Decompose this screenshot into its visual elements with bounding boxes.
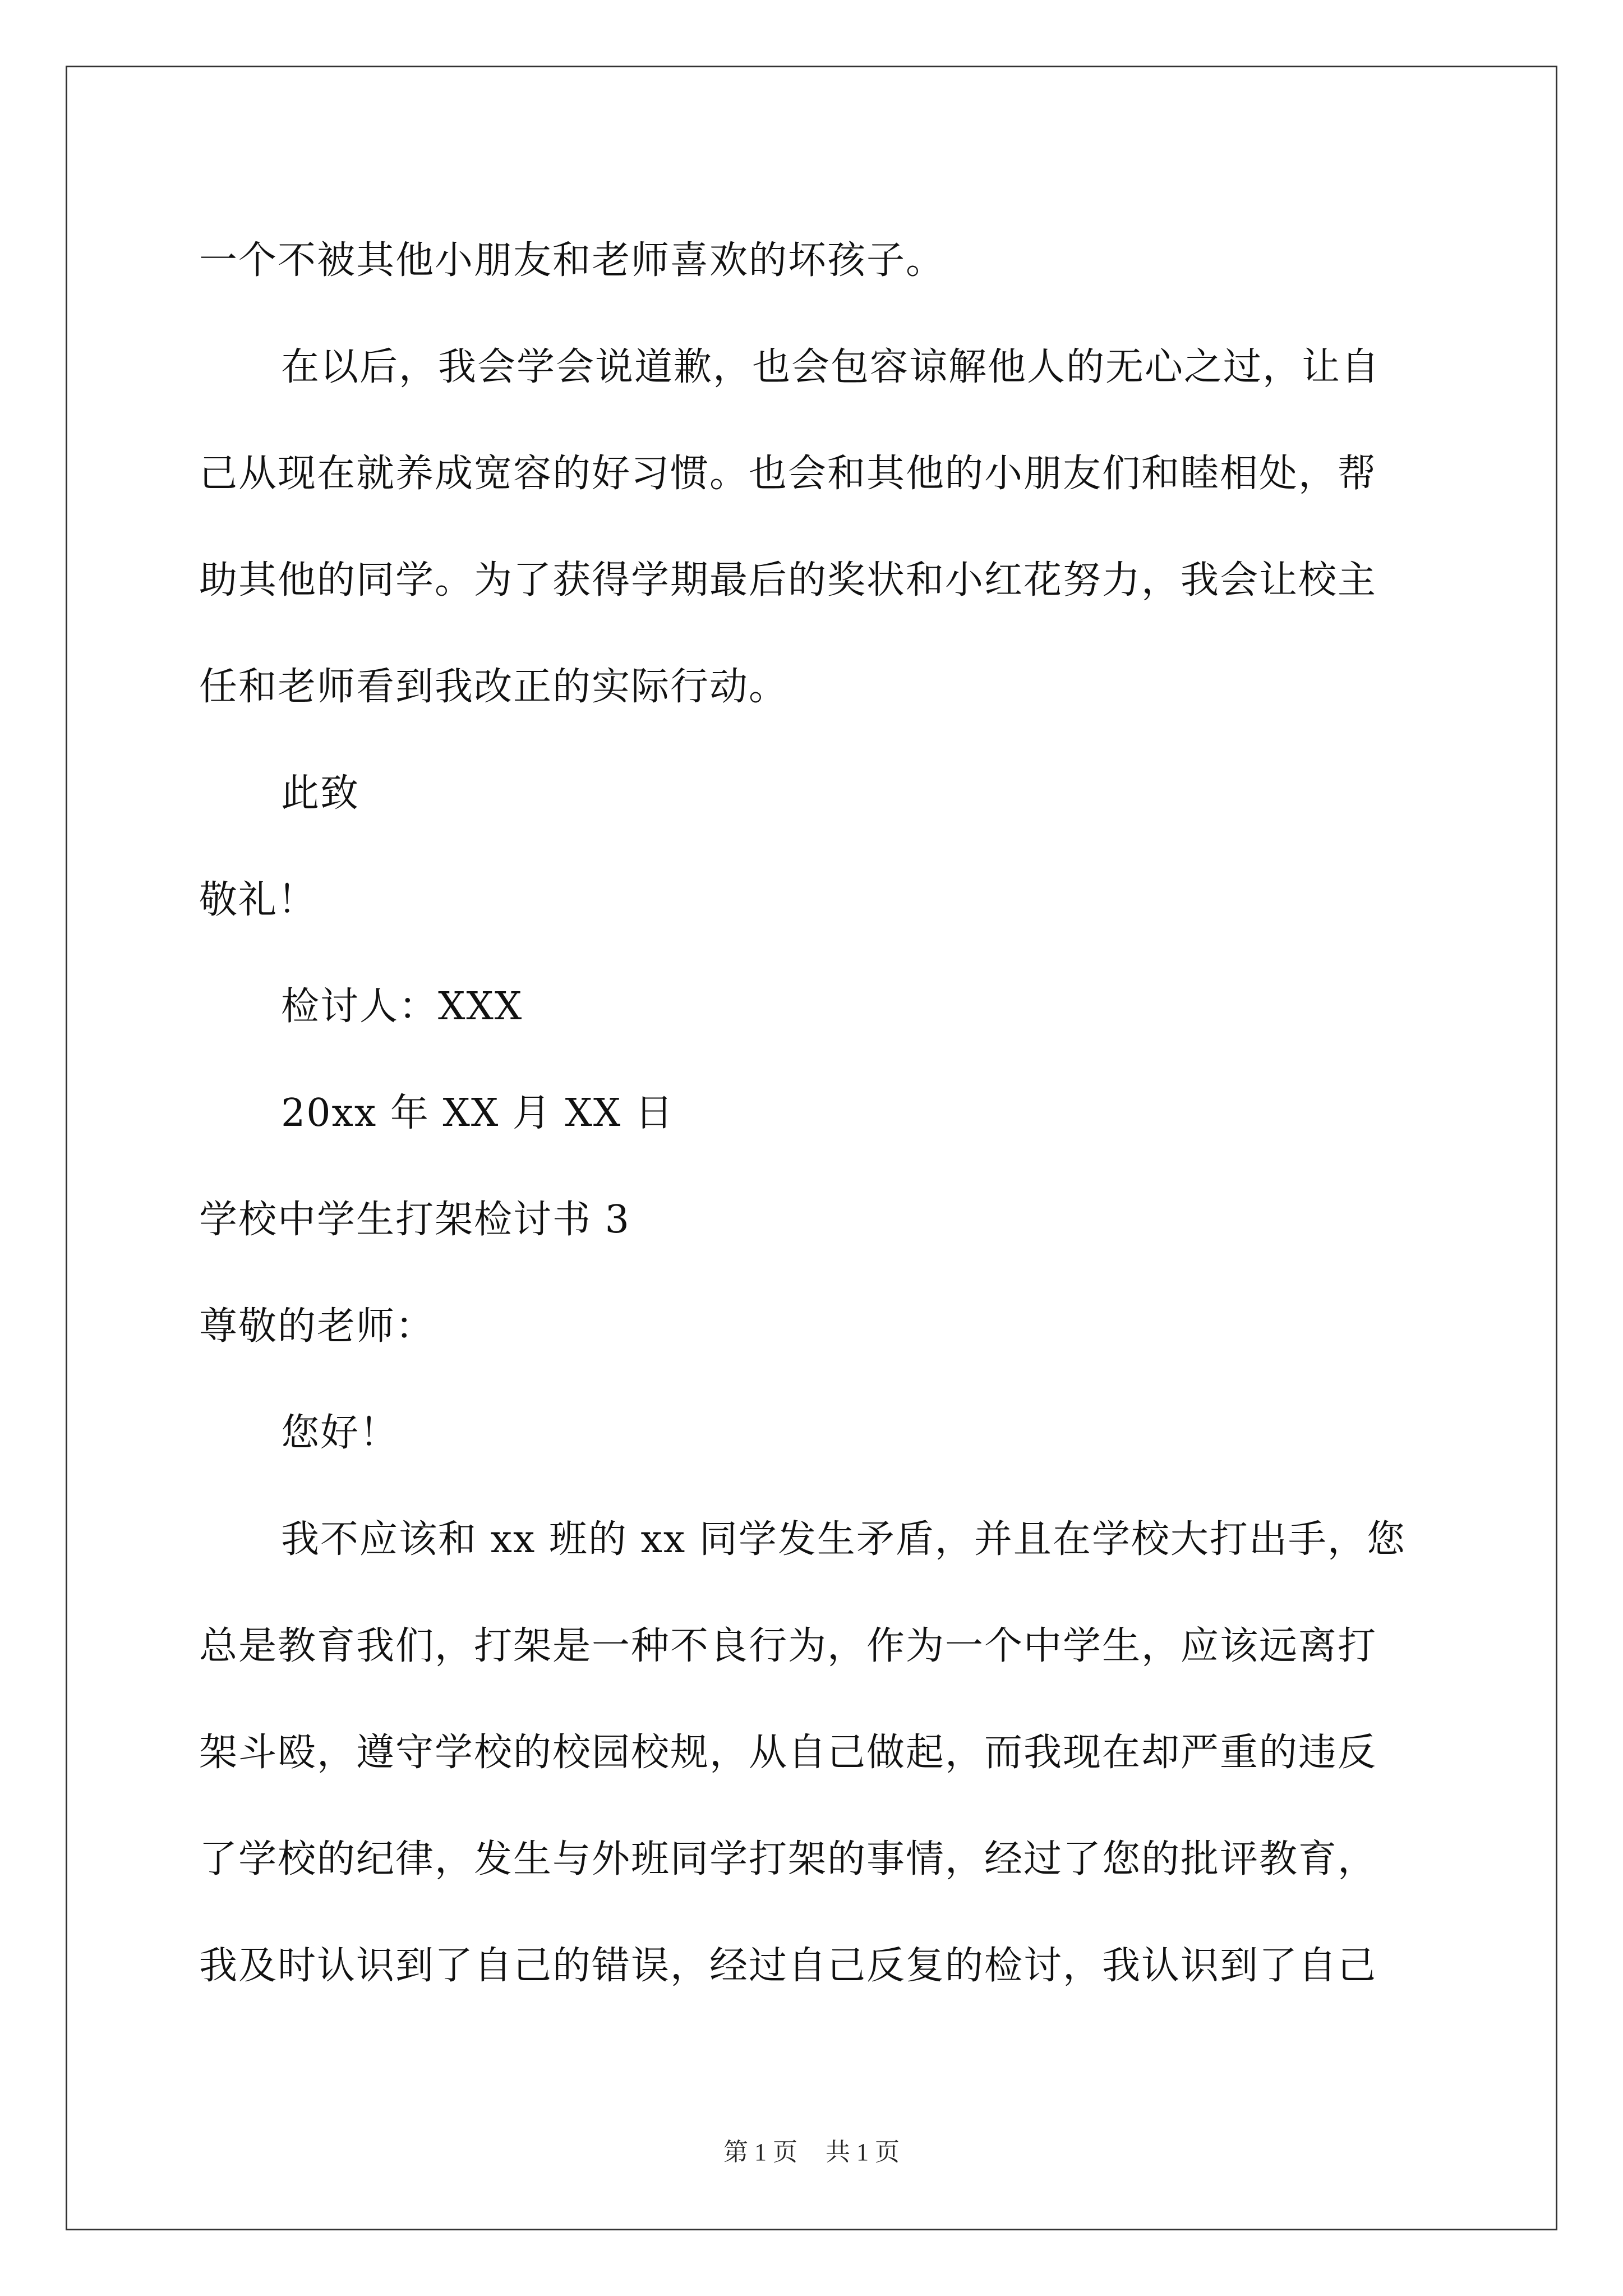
text-line: 任和老师看到我改正的实际行动。 xyxy=(199,665,789,709)
greeting-line: 尊敬的老师： xyxy=(199,1304,435,1349)
section-title: 学校中学生打架检讨书 3 xyxy=(199,1198,630,1242)
text-line: 架斗殴，遵守学校的校园校规，从自己做起，而我现在却严重的违反 xyxy=(199,1731,1377,1775)
text-line: 在以后，我会学会说道歉，也会包容谅解他人的无心之过，让自 xyxy=(281,345,1381,389)
text-line: 我及时认识到了自己的错误，经过自己反复的检讨，我认识到了自己 xyxy=(199,1944,1377,1988)
signature-line: 检讨人：XXX xyxy=(281,984,523,1029)
closing-regards: 敬礼！ xyxy=(199,878,317,922)
document-body xyxy=(199,208,1427,2019)
text-line: 总是教育我们，打架是一种不良行为，作为一个中学生，应该远离打 xyxy=(199,1624,1377,1668)
greeting-hello: 您好！ xyxy=(281,1411,399,1455)
text-line: 助其他的同学。为了获得学期最后的奖状和小红花努力，我会让校主 xyxy=(199,558,1377,602)
closing-salutation: 此致 xyxy=(281,771,360,816)
date-line: 20xx 年 XX 月 XX 日 xyxy=(281,1091,674,1135)
page-number-current: 第 1 页 xyxy=(723,2138,797,2166)
text-line: 己从现在就养成宽容的好习惯。也会和其他的小朋友们和睦相处，帮 xyxy=(199,452,1377,496)
page-footer xyxy=(0,2132,1623,2168)
text-line: 我不应该和 xx 班的 xx 同学发生矛盾，并且在学校大打出手，您 xyxy=(281,1517,1406,1562)
page-number-total: 共 1 页 xyxy=(826,2138,900,2166)
text-line: 了学校的纪律，发生与外班同学打架的事情，经过了您的批评教育， xyxy=(199,1837,1377,1881)
text-line: 一个不被其他小朋友和老师喜欢的坏孩子。 xyxy=(199,238,946,283)
